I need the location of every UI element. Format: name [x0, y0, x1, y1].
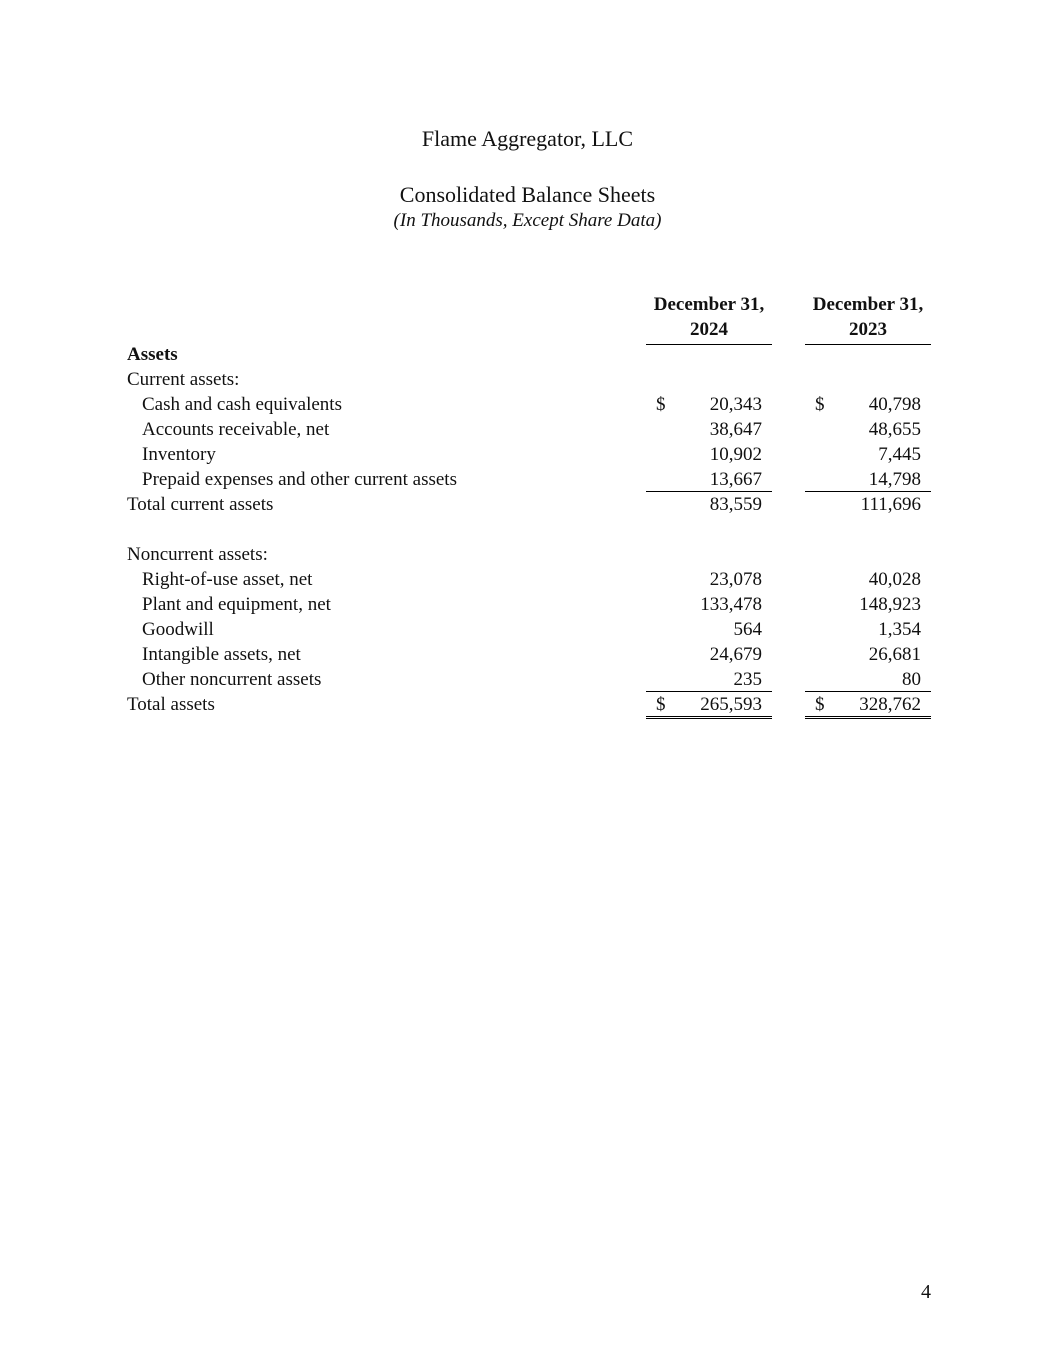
value-2024: 13,667	[709, 469, 762, 490]
row-label: Inventory	[142, 444, 216, 465]
cell-2024	[646, 567, 772, 591]
cell-2024	[646, 592, 772, 616]
table-row-cash	[0, 392, 1055, 417]
table-row-total-current-assets	[0, 492, 1055, 517]
table-row-accounts-receivable	[0, 417, 1055, 442]
cell-2024	[646, 667, 772, 692]
cell-2024	[646, 642, 772, 666]
spacer-row	[0, 517, 1055, 542]
cell-2023	[805, 692, 931, 719]
value-2023: 111,696	[860, 494, 921, 515]
row-label: Accounts receivable, net	[142, 419, 330, 440]
value-2023: 14,798	[868, 469, 921, 490]
table-row-prepaid-expenses	[0, 467, 1055, 492]
cell-2024	[646, 417, 772, 441]
cell-2023	[805, 392, 931, 416]
row-label: Total current assets	[127, 494, 274, 515]
value-2023: 7,445	[878, 444, 921, 465]
cell-2024	[646, 692, 772, 719]
row-label: Goodwill	[142, 619, 214, 640]
cell-2023	[805, 467, 931, 492]
value-2023: 1,354	[878, 619, 921, 640]
assets-heading-row	[0, 342, 1055, 367]
current-assets-heading: Current assets:	[127, 369, 240, 390]
current-assets-heading-row	[0, 367, 1055, 392]
statement-subtitle: (In Thousands, Except Share Data)	[393, 210, 662, 231]
value-2024: 24,679	[709, 644, 762, 665]
table-row-inventory	[0, 442, 1055, 467]
cell-2023	[805, 442, 931, 466]
cell-2024	[646, 442, 772, 466]
cell-2023	[805, 492, 931, 516]
value-2024: 564	[733, 619, 762, 640]
currency-symbol: $	[656, 694, 666, 715]
noncurrent-assets-heading: Noncurrent assets:	[127, 544, 268, 565]
row-label: Other noncurrent assets	[142, 669, 322, 690]
statement-title: Consolidated Balance Sheets	[399, 182, 656, 207]
value-2024: 20,343	[709, 394, 762, 415]
column-header-2023-line2: 2023	[849, 319, 887, 340]
column-header-2024-line2: 2024	[690, 319, 728, 340]
value-2024: 23,078	[709, 569, 762, 590]
column-header-2024	[646, 292, 772, 345]
table-row-intangible-assets	[0, 642, 1055, 667]
value-2023: 40,798	[868, 394, 921, 415]
row-label: Prepaid expenses and other current assets	[142, 469, 457, 490]
value-2024: 10,902	[709, 444, 762, 465]
cell-2023	[805, 567, 931, 591]
column-header-2023	[805, 292, 931, 345]
value-2024: 265,593	[700, 694, 762, 715]
row-label: Cash and cash equivalents	[142, 394, 342, 415]
page-number: 4	[921, 1281, 931, 1303]
cell-2024	[646, 492, 772, 516]
cell-2023	[805, 592, 931, 616]
currency-symbol: $	[815, 694, 825, 715]
value-2023: 148,923	[859, 594, 921, 615]
value-2024: 38,647	[709, 419, 762, 440]
cell-2023	[805, 617, 931, 641]
noncurrent-assets-heading-row	[0, 542, 1055, 567]
row-label: Right-of-use asset, net	[142, 569, 313, 590]
column-header-2023-line1: December 31,	[812, 294, 924, 315]
value-2023: 40,028	[868, 569, 921, 590]
cell-2023	[805, 642, 931, 666]
value-2023: 26,681	[868, 644, 921, 665]
cell-2024	[646, 392, 772, 416]
cell-2023	[805, 417, 931, 441]
row-label: Intangible assets, net	[142, 644, 301, 665]
table-row-total-assets	[0, 692, 1055, 717]
table-row-other-noncurrent-assets	[0, 667, 1055, 692]
row-label: Plant and equipment, net	[142, 594, 331, 615]
column-header-2024-line1: December 31,	[653, 294, 765, 315]
table-row-plant-equipment	[0, 592, 1055, 617]
company-name: Flame Aggregator, LLC	[421, 126, 634, 151]
table-row-goodwill	[0, 617, 1055, 642]
balance-sheet-table	[0, 342, 1055, 717]
cell-2024	[646, 467, 772, 492]
cell-2024	[646, 617, 772, 641]
value-2024: 133,478	[700, 594, 762, 615]
value-2023: 328,762	[859, 694, 921, 715]
currency-symbol: $	[815, 394, 825, 415]
value-2024: 83,559	[709, 494, 762, 515]
value-2023: 48,655	[868, 419, 921, 440]
value-2024: 235	[733, 669, 762, 690]
table-row-right-of-use-asset	[0, 567, 1055, 592]
assets-heading: Assets	[127, 344, 178, 365]
currency-symbol: $	[656, 394, 666, 415]
value-2023: 80	[902, 669, 921, 690]
row-label: Total assets	[127, 694, 215, 715]
cell-2023	[805, 667, 931, 692]
